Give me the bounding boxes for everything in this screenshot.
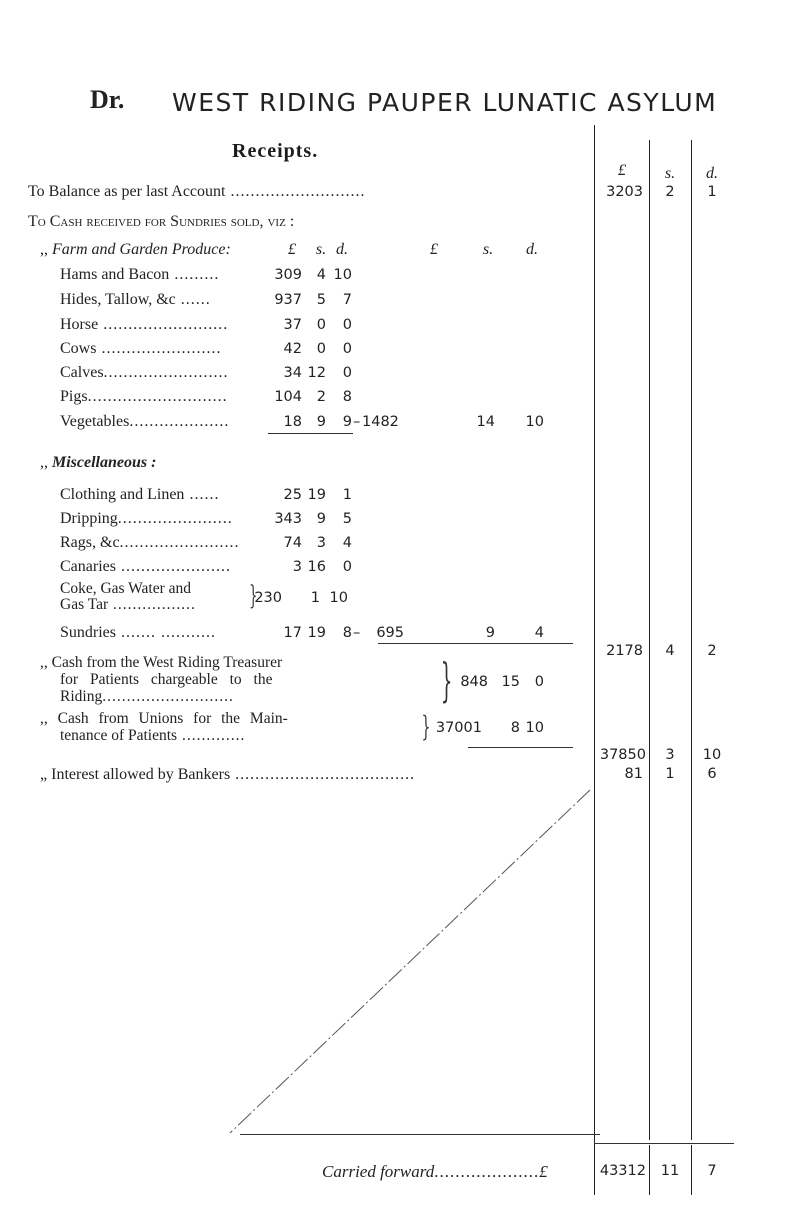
pence-column-header: d. (706, 165, 718, 182)
treasurer-pounds: 848 (460, 674, 488, 690)
misc-item-shillings: 9 (316, 511, 326, 527)
sundries-total-shillings: 4 (665, 643, 675, 659)
misc-item-name: Rags, &c........................ (60, 534, 240, 551)
misc-total-dash: – (353, 625, 361, 641)
balance-pounds: 3203 (606, 184, 643, 200)
farm-item-name: Hams and Bacon ......... (60, 266, 220, 283)
farm-item-pounds: 18 (283, 414, 302, 430)
farm-item-shillings: 9 (316, 414, 326, 430)
farm-col-pounds: £ (288, 241, 296, 258)
misc-item-pence: 4 (342, 535, 352, 551)
misc-heading: ,, Miscellaneous : (40, 454, 157, 471)
carried-forward-shillings: 11 (660, 1163, 680, 1179)
treasurer-shillings: 15 (501, 674, 520, 690)
farm-item-shillings: 0 (316, 341, 326, 357)
misc-item-pounds: 343 (274, 511, 302, 527)
misc-coke-line1: Coke, Gas Water and (60, 580, 192, 597)
misc-total-pounds: 695 (376, 625, 404, 641)
pounds-column-header: £ (618, 162, 626, 179)
farm-item-shillings: 2 (316, 389, 326, 405)
farm-item-pence: 7 (342, 292, 352, 308)
misc-item-pence: 8 (342, 625, 352, 641)
misc-item-shillings: 19 (307, 625, 326, 641)
cash-total-pence: 10 (702, 747, 722, 763)
bottom-rule (240, 1134, 600, 1135)
farm-total-pounds: 1482 (362, 414, 399, 430)
farm-item-name: Calves......................... (60, 364, 229, 381)
misc-item-pounds: 74 (283, 535, 302, 551)
sundries-total-pounds: 2178 (606, 643, 643, 659)
farm-item-pounds: 37 (283, 317, 302, 333)
farm-total-dash: – (353, 414, 361, 430)
section-title: Receipts. (232, 140, 319, 162)
misc-item-name: Dripping....................... (60, 510, 233, 527)
farm-item-pounds: 42 (283, 341, 302, 357)
carried-forward-label: Carried forward....................£ (322, 1162, 548, 1181)
misc-item-pence: 0 (342, 559, 352, 575)
misc-total-pence: 4 (534, 625, 544, 641)
misc-item-pounds: 3 (292, 559, 302, 575)
interest-shillings: 1 (665, 766, 675, 782)
farm-col-total-pence: d. (526, 241, 538, 258)
farm-col-total-pounds: £ (430, 241, 438, 258)
farm-col-total-shillings: s. (482, 241, 494, 258)
misc-item-shillings: 3 (316, 535, 326, 551)
misc-item-shillings: 16 (307, 559, 326, 575)
balance-pence: 1 (707, 184, 717, 200)
cash-total-shillings: 3 (665, 747, 675, 763)
bottom-rule-columns (594, 1143, 734, 1144)
misc-coke-pounds: 230 (254, 590, 282, 606)
balance-label: To Balance as per last Account ........................... (28, 183, 366, 200)
carried-forward-pence: 7 (707, 1163, 717, 1179)
unions-pounds: 37001 (435, 720, 482, 736)
misc-item-name: Canaries ...................... (60, 558, 231, 575)
farm-item-pounds: 937 (274, 292, 302, 308)
treasurer-line2: for Patients chargeable to the (60, 671, 273, 688)
farm-item-pence: 9 (342, 414, 352, 430)
sundries-total-pence: 2 (707, 643, 717, 659)
farm-item-pence: 8 (342, 389, 352, 405)
carried-forward-pounds: 43312 (599, 1163, 646, 1179)
page-header-title: WEST RIDING PAUPER LUNATIC ASYLUM (172, 88, 718, 117)
misc-item-name: Clothing and Linen ...... (60, 486, 220, 503)
farm-item-pence: 0 (342, 341, 352, 357)
treasurer-line1: ,, Cash from the West Riding Treasurer (40, 654, 283, 671)
farm-item-pounds: 34 (283, 365, 302, 381)
interest-pence: 6 (707, 766, 717, 782)
interest-pounds: 81 (624, 766, 643, 782)
farm-item-name: Cows ........................ (60, 340, 222, 357)
farm-total-pence: 10 (525, 414, 544, 430)
misc-item-pounds: 25 (283, 487, 302, 503)
farm-item-shillings: 12 (307, 365, 326, 381)
farm-item-pounds: 309 (274, 267, 302, 283)
unions-pence: 10 (525, 720, 544, 736)
unions-line2: tenance of Patients ............. (60, 727, 246, 744)
farm-item-pounds: 104 (274, 389, 302, 405)
misc-total-shillings: 9 (485, 625, 495, 641)
misc-item-shillings: 19 (307, 487, 326, 503)
misc-item-name: Sundries ....... ........... (60, 624, 216, 641)
interest-label: „ Interest allowed by Bankers .................................... (40, 766, 416, 783)
farm-col-shillings: s. (315, 241, 327, 258)
unions-brace: } (421, 710, 431, 743)
misc-coke-pence: 10 (329, 590, 348, 606)
farm-col-pence: d. (336, 241, 348, 258)
farm-item-pence: 0 (342, 365, 352, 381)
farm-item-pence: 0 (342, 317, 352, 333)
debit-mark: Dr. (90, 85, 125, 114)
misc-coke-line2: Gas Tar ................. (60, 596, 196, 613)
cash-total-pounds: 37850 (599, 747, 646, 763)
farm-item-shillings: 5 (316, 292, 326, 308)
cash-heading: To Cash received for Sundries sold, viz : (28, 213, 295, 230)
misc-coke-shillings: 1 (310, 590, 320, 606)
farm-total-shillings: 14 (476, 414, 495, 430)
farm-item-name: Pigs............................ (60, 388, 228, 405)
farm-item-name: Vegetables.................... (60, 413, 230, 430)
treasurer-line3: Riding........................... (60, 688, 234, 705)
unions-line1: ,, Cash from Unions for the Main- (40, 710, 288, 727)
farm-item-shillings: 0 (316, 317, 326, 333)
misc-coke-brace: } (249, 581, 258, 611)
farm-item-name: Horse ......................... (60, 316, 229, 333)
farm-item-shillings: 4 (316, 267, 326, 283)
treasurer-brace: } (440, 653, 453, 707)
misc-item-pounds: 17 (283, 625, 302, 641)
unions-shillings: 8 (510, 720, 520, 736)
treasurer-pence: 0 (534, 674, 544, 690)
farm-item-pence: 10 (333, 267, 352, 283)
balance-shillings: 2 (665, 184, 675, 200)
farm-item-name: Hides, Tallow, &c ...... (60, 291, 211, 308)
shillings-column-header: s. (664, 165, 676, 182)
farm-heading: ,, Farm and Garden Produce: (40, 241, 231, 258)
misc-item-pence: 5 (342, 511, 352, 527)
misc-item-pence: 1 (342, 487, 352, 503)
